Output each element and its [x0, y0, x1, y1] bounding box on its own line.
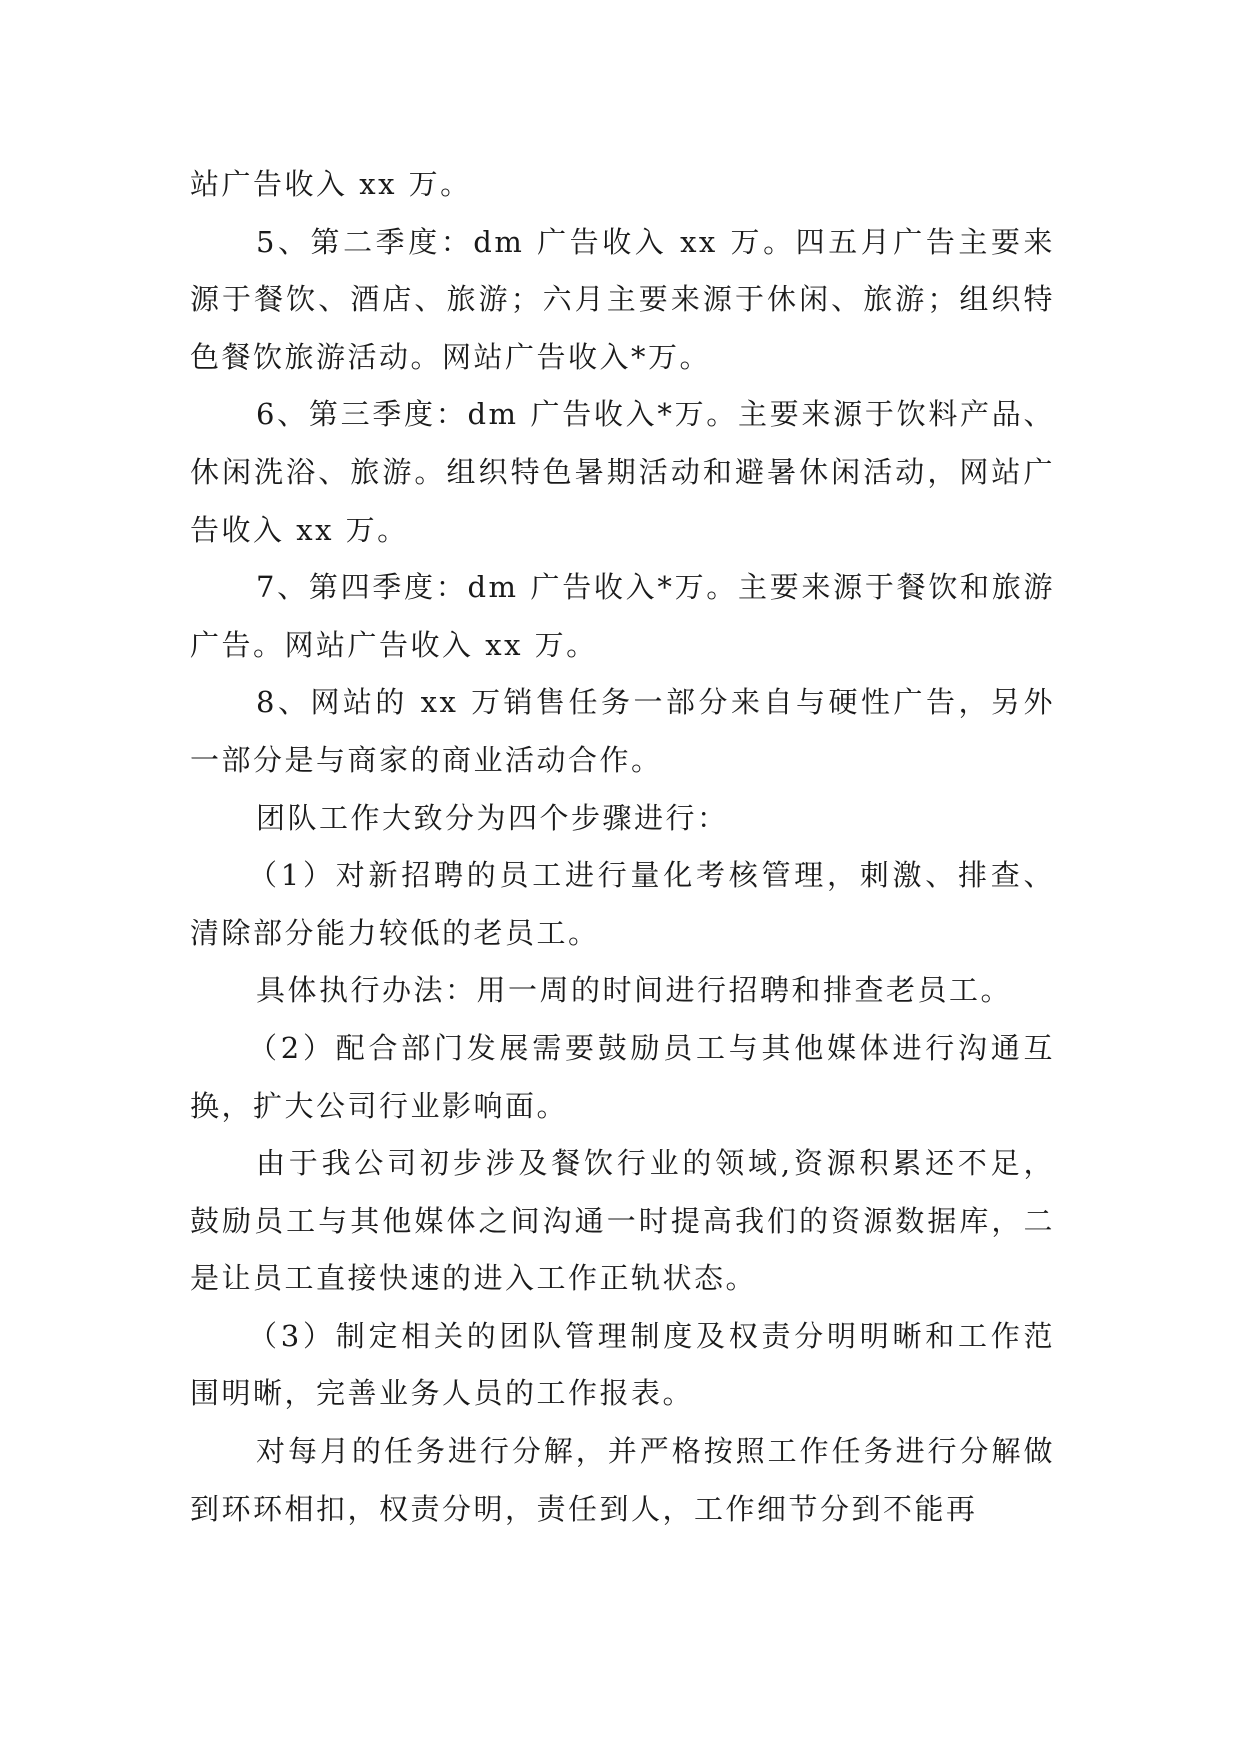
paragraph-q3: 6、第三季度：dm 广告收入*万。主要来源于饮料产品、休闲洗浴、旅游。组织特色暑期活动和避暑休闲活动，网站广告收入 xx 万。 [190, 397, 1055, 547]
paragraph-q2: 5、第二季度：dm 广告收入 xx 万。四五月广告主要来源于餐饮、酒店、旅游；六月主要来源于休闲、旅游；组织特色餐饮旅游活动。网站广告收入*万。 [190, 224, 1055, 374]
paragraph-step-2-detail: 由于我公司初步涉及餐饮行业的领域,资源积累还不足，鼓励员工与其他媒体之间沟通一时提高我们的资源数据库，二是让员工直接快速的进入工作正轨状态。 [190, 1146, 1055, 1296]
document-body [190, 156, 1055, 1538]
paragraph-step-2: （2）配合部门发展需要鼓励员工与其他媒体进行沟通互换，扩大公司行业影响面。 [190, 1030, 1055, 1123]
paragraph-q4: 7、第四季度：dm 广告收入*万。主要来源于餐饮和旅游广告。网站广告收入 xx 万。 [190, 570, 1055, 662]
paragraph-step-1: （1）对新招聘的员工进行量化考核管理，刺激、排查、清除部分能力较低的老员工。 [190, 858, 1055, 950]
paragraph-website-sales: 8、网站的 xx 万销售任务一部分来自与硬性广告，另外一部分是与商家的商业活动合作。 [190, 685, 1055, 777]
paragraph-step-3: （3）制定相关的团队管理制度及权责分明明晰和工作范围明晰，完善业务人员的工作报表。 [190, 1318, 1055, 1411]
paragraph-step-3-detail: 对每月的任务进行分解，并严格按照工作任务进行分解做到环环相扣，权责分明，责任到人，工作细节分到不能再 [190, 1434, 1055, 1526]
paragraph-continuation: 站广告收入 xx 万。 [190, 167, 472, 201]
paragraph-team-steps-intro: 团队工作大致分为四个步骤进行： [256, 800, 729, 835]
paragraph-step-1-method: 具体执行办法：用一周的时间进行招聘和排查老员工。 [256, 973, 1013, 1008]
